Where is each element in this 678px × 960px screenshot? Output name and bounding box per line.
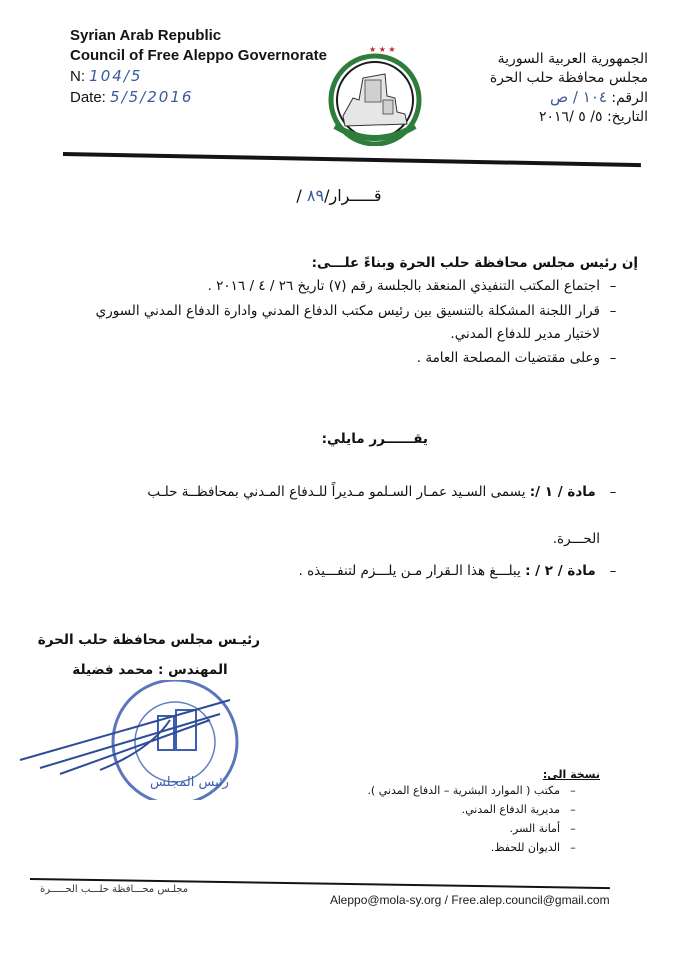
copy-item-3: – أمانة السر. bbox=[509, 819, 586, 838]
reference-number-label-ar: الرقم: bbox=[611, 90, 648, 106]
copies-heading: نسخة الى: bbox=[542, 768, 600, 781]
preamble-item-3: – وعلى مقتضيات المصلحة العامة . bbox=[417, 347, 626, 369]
date-label-ar: التاريخ: bbox=[606, 109, 648, 125]
resolves-heading: يقــــــرر مايلي: bbox=[321, 431, 428, 447]
preamble-item-1: – اجتماع المكتب التنفيذي المنعقد بالجلسة رقم (٧) تاريخ ٢٦ / ٤ / ٢٠١٦ . bbox=[208, 275, 626, 297]
header-council: Council of Free Aleppo Governorate bbox=[70, 47, 327, 64]
header-country-ar: الجمهورية العربية السورية bbox=[497, 51, 648, 67]
footer-council-name: مجلـس محـــافظة حلـــب الحـــــرة bbox=[40, 884, 189, 895]
decision-number: ٨٩ bbox=[306, 186, 325, 205]
date-label: Date: bbox=[70, 89, 106, 106]
decision-label: قـــــرار/ bbox=[324, 186, 382, 205]
date-value: 5/5/2016 bbox=[110, 88, 194, 106]
header-divider bbox=[63, 152, 641, 167]
article-1-text: يسمى السـيد عمـار السـلمو مـديراً للـدفاع المـدني بمحافظــة حلـب bbox=[147, 484, 526, 500]
date-value-ar: ٥/ ٥ /٢٠١٦ bbox=[539, 109, 603, 125]
footer-emails[interactable]: Aleppo@mola-sy.org / Free.alep.council@gmail.com bbox=[330, 893, 610, 907]
stamp-text: رئيس المجلس bbox=[150, 775, 229, 790]
article-2-label: مادة / ٢ / : bbox=[525, 563, 596, 579]
reference-number-value-ar: ١٠٤ / ص bbox=[550, 88, 607, 106]
logo-stars-icon: ★ ★ ★ bbox=[369, 45, 396, 54]
header-arabic bbox=[490, 50, 648, 127]
article-1-label: مادة / ١ /: bbox=[529, 484, 596, 500]
reference-number-row bbox=[70, 66, 327, 87]
article-2-text: يبلـــغ هذا الـقرار مـن يلـــزم لتنفـــيذه . bbox=[298, 563, 521, 579]
reference-number-value: 104/5 bbox=[89, 67, 143, 85]
official-stamp-and-signature bbox=[0, 680, 260, 800]
copy-item-2: – مديرية الدفاع المدني. bbox=[462, 800, 586, 819]
article-1 bbox=[147, 481, 626, 503]
article-2 bbox=[299, 560, 627, 582]
header-english bbox=[70, 26, 327, 108]
preamble-item-2: – قرار اللجنة المشكلة بالتنسيق بين رئيس مكتب الدفاع المدني وادارة الدفاع المدني السوري bbox=[96, 300, 626, 322]
date-row-ar bbox=[490, 108, 648, 127]
copy-item-1: – مكتب ( الموارد البشرية – الدفاع المدني ). bbox=[367, 781, 586, 800]
council-logo bbox=[325, 38, 425, 146]
decision-suffix: / bbox=[296, 186, 302, 205]
copy-item-4: – الديوان للحفظ. bbox=[491, 838, 586, 857]
header-country: Syrian Arab Republic bbox=[70, 27, 222, 44]
handwritten-signature bbox=[20, 700, 230, 774]
signatory-title: رئيـس مجلس محافظة حلب الحرة bbox=[37, 632, 260, 648]
decision-title bbox=[0, 186, 678, 205]
preamble-item-2-continuation: لاختيار مدير للدفاع المدني. bbox=[450, 326, 600, 342]
signatory-name: المهندس : محمد فضيلة bbox=[72, 662, 228, 678]
article-1-continuation: الحـــرة. bbox=[552, 531, 600, 547]
reference-number-label: N: bbox=[70, 68, 85, 85]
header-council-ar: مجلس محافظة حلب الحرة bbox=[489, 70, 648, 86]
reference-number-row-ar bbox=[490, 88, 648, 108]
preamble-intro: إن رئيس مجلس محافظة حلب الحرة وبناءً علـــى: bbox=[311, 255, 638, 271]
date-row bbox=[70, 87, 327, 108]
